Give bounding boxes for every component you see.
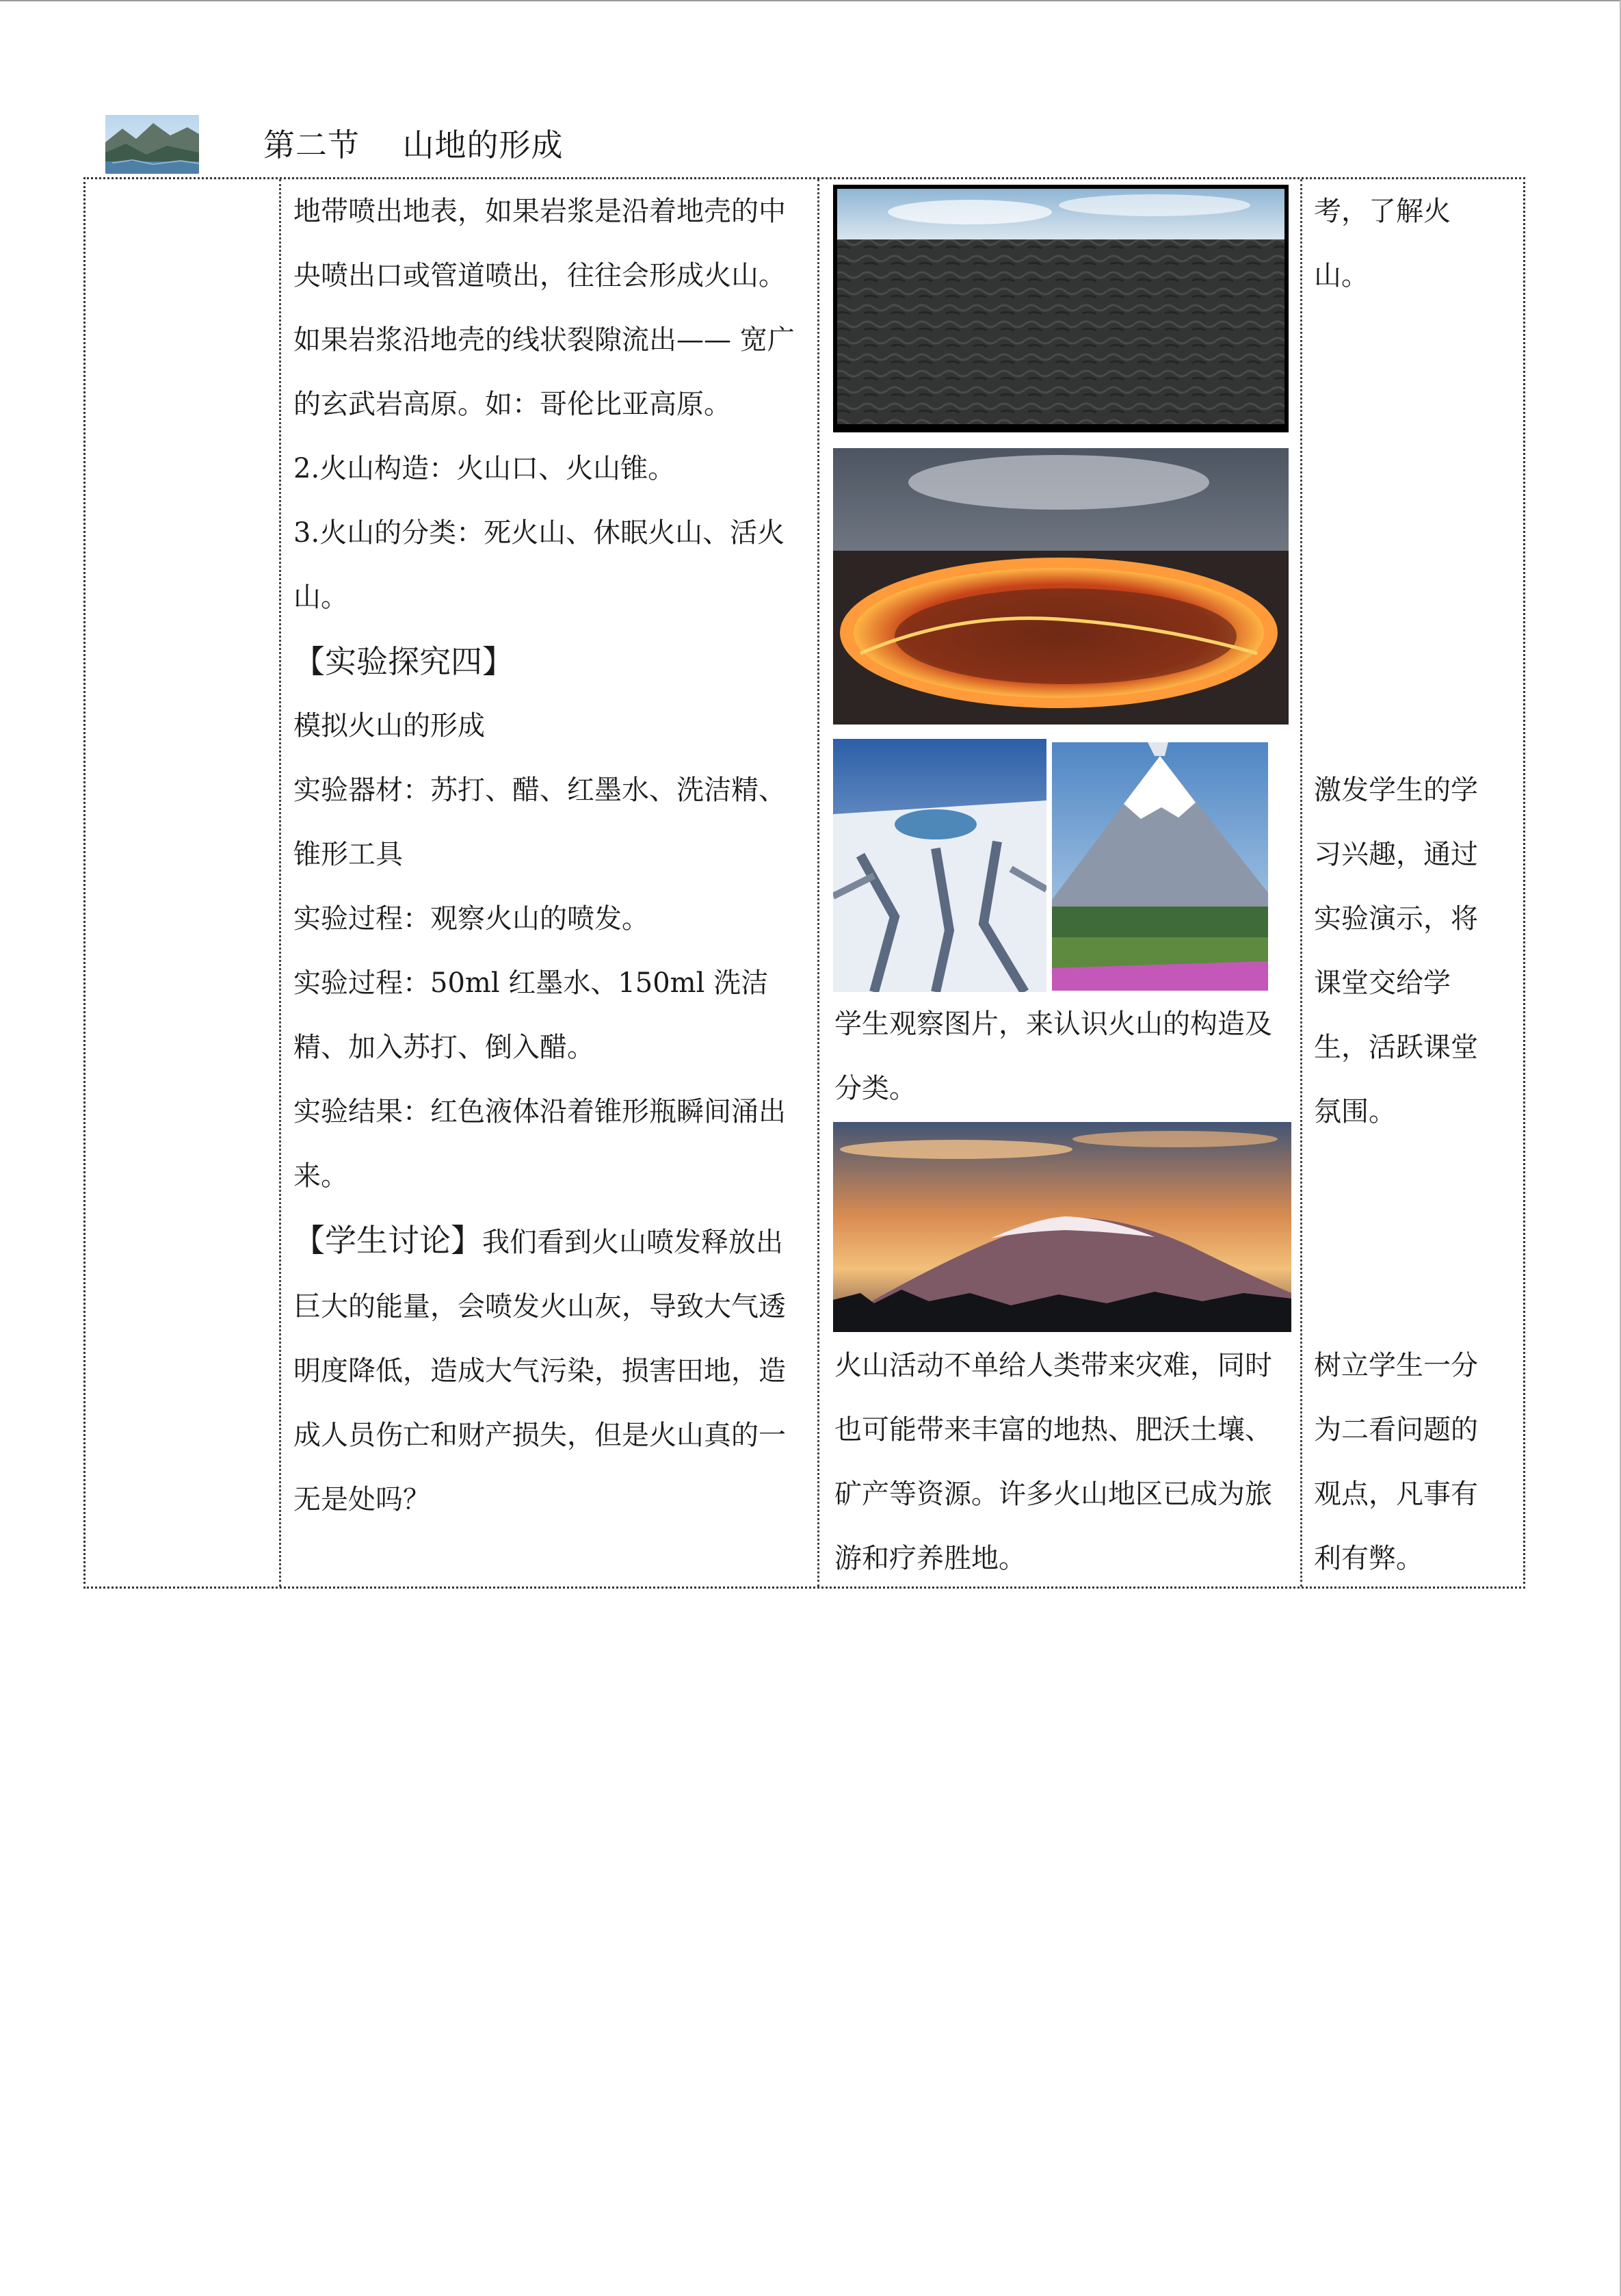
experiment-heading: 【实验探究四】 [293, 643, 514, 680]
discussion-heading: 【学生讨论】 [293, 1222, 482, 1259]
experiment-result: 实验结果：红色液体沿着锥形瓶瞬间涌出来。 [293, 1096, 786, 1192]
experiment-process-1: 实验过程：观察火山的喷发。 [293, 903, 649, 935]
volcano-structure-line: 2.火山构造：火山口、火山锥。 [293, 453, 676, 484]
lava-field-photo [833, 185, 1289, 432]
experiment-process-2: 实验过程：50ml 红墨水、150ml 洗洁精、加入苏打、倒入醋。 [293, 967, 769, 1063]
column-divider-2 [817, 179, 819, 1587]
discussion-text: 我们看到火山喷发释放出巨大的能量，会喷发火山灰，导致大气透明度降低，造成大气污染，损害田地，造成人员伤亡和财产损失，但是火山真的一无是处吗？ [293, 1227, 786, 1515]
student-discussion [293, 1208, 805, 1532]
experiment-title: 模拟火山的形成 [293, 710, 485, 742]
cone-volcano-photo [1052, 742, 1268, 991]
teaching-content-cell [293, 179, 805, 1532]
purpose-note-1: 考，了解火山。 [1314, 196, 1451, 291]
column-divider-3 [1300, 179, 1302, 1587]
structure-caption: 学生观察图片，来认识火山的构造及分类。 [834, 1008, 1272, 1104]
purpose-note-3: 树立学生一分为二看问题的观点，凡事有利有弊。 [1314, 1350, 1478, 1574]
sunset-volcano-photo [833, 1122, 1291, 1332]
benefits-caption: 火山活动不单给人类带来灾难，同时也可能带来丰富的地热、肥沃土壤、矿产等资源。许多火山地区已成为旅游和疗养胜地。 [834, 1350, 1272, 1574]
volcano-classification-line: 3.火山的分类：死火山、休眠火山、活火山。 [293, 517, 785, 613]
active-crater-photo [833, 448, 1289, 725]
experiment-materials: 实验器材：苏打、醋、红墨水、洗洁精、锥形工具 [293, 774, 786, 870]
volcano-formation-paragraph: 地带喷出地表，如果岩浆是沿着地壳的中央喷出口或管道喷出，往往会形成火山。如果岩浆沿地壳的线状裂隙流出—— 宽广的玄武岩高原。如：哥伦比亚高原。 [293, 196, 795, 420]
snowy-caldera-photo [833, 739, 1046, 992]
header-landscape-thumbnail [105, 115, 199, 174]
page-top-edge [0, 0, 1621, 1]
column-divider-1 [279, 179, 281, 1587]
lesson-table [83, 177, 1525, 1589]
page-title: 第二节 山地的形成 [263, 127, 564, 164]
purpose-note-2: 激发学生的学习兴趣，通过实验演示，将课堂交给学生，活跃课堂氛围。 [1314, 774, 1478, 1127]
